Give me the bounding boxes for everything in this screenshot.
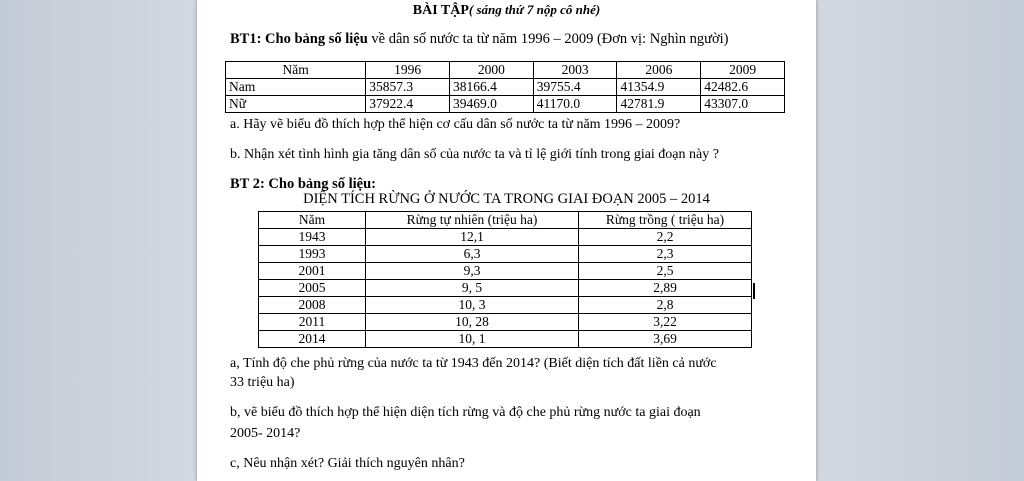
table-cell: 42781.9	[617, 96, 701, 113]
bt2-heading: BT 2: Cho bảng số liệu:	[230, 176, 376, 192]
window-background-right	[816, 0, 1024, 481]
table-cell: 6,3	[366, 246, 579, 263]
bt1-question-a: a. Hãy vẽ biểu đồ thích hợp thể hiện cơ cấu dân số nước ta từ năm 1996 – 2009?	[230, 117, 681, 132]
bt2-question-a-line1: a, Tính độ che phủ rừng của nước ta từ 1943 đến 2014? (Biết diện tích đất liền cả nước	[230, 356, 717, 371]
table-cell: 43307.0	[701, 96, 785, 113]
table-cell: 2008	[259, 297, 366, 314]
forest-table-header	[259, 212, 752, 229]
table-cell: 3,22	[579, 314, 752, 331]
table-cell: 2,3	[579, 246, 752, 263]
bt2-question-b-line1: b, vẽ biểu đồ thích hợp thể hiện diện tích rừng và độ che phủ rừng nước ta giai đoạn	[230, 405, 701, 420]
bt2-question-b-line2: 2005- 2014?	[230, 426, 301, 441]
table-header-cell: 2000	[449, 62, 533, 79]
table-header-cell: 2006	[617, 62, 701, 79]
table-cell: 42482.6	[701, 79, 785, 96]
table-cell: 41170.0	[533, 96, 617, 113]
table-cell: 2,89	[579, 280, 752, 297]
table-row	[259, 246, 752, 263]
table-header-cell: 2003	[533, 62, 617, 79]
window-background-left	[0, 0, 197, 481]
document-page[interactable]	[197, 0, 816, 481]
table-cell: 1993	[259, 246, 366, 263]
forest-table-title: DIỆN TÍCH RỪNG Ở NƯỚC TA TRONG GIAI ĐOẠN 2005 – 2014	[303, 191, 710, 207]
table-row	[226, 96, 785, 113]
table-cell: 38166.4	[449, 79, 533, 96]
table-header-cell: Năm	[259, 212, 366, 229]
table-cell: 39755.4	[533, 79, 617, 96]
title-main: BÀI TẬP	[412, 3, 469, 18]
bt2-question-c: c, Nêu nhận xét? Giải thích nguyên nhân?	[230, 456, 465, 471]
table-header-cell: 1996	[366, 62, 450, 79]
table-cell: 2014	[259, 331, 366, 348]
bt1-text: về dân số nước ta từ năm 1996 – 2009 (Đơn vị: Nghìn người)	[367, 31, 729, 47]
table-cell: 2,8	[579, 297, 752, 314]
table-cell: 10, 1	[366, 331, 579, 348]
table-row	[226, 79, 785, 96]
population-table	[225, 61, 785, 113]
table-cell: 10, 28	[366, 314, 579, 331]
bt1-question-b: b. Nhận xét tình hình gia tăng dân số của nước ta và tỉ lệ giới tính trong giai đoạn này ?	[230, 147, 719, 162]
table-row	[259, 229, 752, 246]
table-row	[259, 297, 752, 314]
table-row	[259, 263, 752, 280]
population-table-header	[226, 62, 785, 79]
page-title	[197, 2, 816, 19]
title-subtitle: ( sáng thứ 7 nộp cô nhé)	[468, 2, 601, 17]
table-row	[259, 314, 752, 331]
table-row	[259, 331, 752, 348]
text-cursor	[753, 283, 755, 299]
bt2-question-a-line2: 33 triệu ha)	[230, 375, 295, 390]
table-cell: Nữ	[226, 96, 366, 113]
table-row	[259, 280, 752, 297]
table-cell: 35857.3	[366, 79, 450, 96]
table-cell: 39469.0	[449, 96, 533, 113]
table-cell: 12,1	[366, 229, 579, 246]
table-cell: 3,69	[579, 331, 752, 348]
table-cell: 41354.9	[617, 79, 701, 96]
table-header-cell: 2009	[701, 62, 785, 79]
table-cell: 2011	[259, 314, 366, 331]
bt1-bold-text: : Cho bảng số liệu	[256, 31, 368, 47]
table-cell: 10, 3	[366, 297, 579, 314]
table-cell: 2,5	[579, 263, 752, 280]
table-cell: 2,2	[579, 229, 752, 246]
table-cell: 1943	[259, 229, 366, 246]
bt1-label: BT1	[230, 31, 257, 47]
table-cell: 9, 5	[366, 280, 579, 297]
table-header-cell: Rừng tự nhiên (triệu ha)	[366, 212, 579, 229]
table-cell: 9,3	[366, 263, 579, 280]
table-header-cell: Rừng trồng ( triệu ha)	[579, 212, 752, 229]
table-cell: 2001	[259, 263, 366, 280]
bt1-heading	[230, 31, 729, 48]
table-cell: 2005	[259, 280, 366, 297]
table-header-cell: Năm	[226, 62, 366, 79]
table-cell: Nam	[226, 79, 366, 96]
forest-area-table	[258, 211, 752, 348]
table-cell: 37922.4	[366, 96, 450, 113]
